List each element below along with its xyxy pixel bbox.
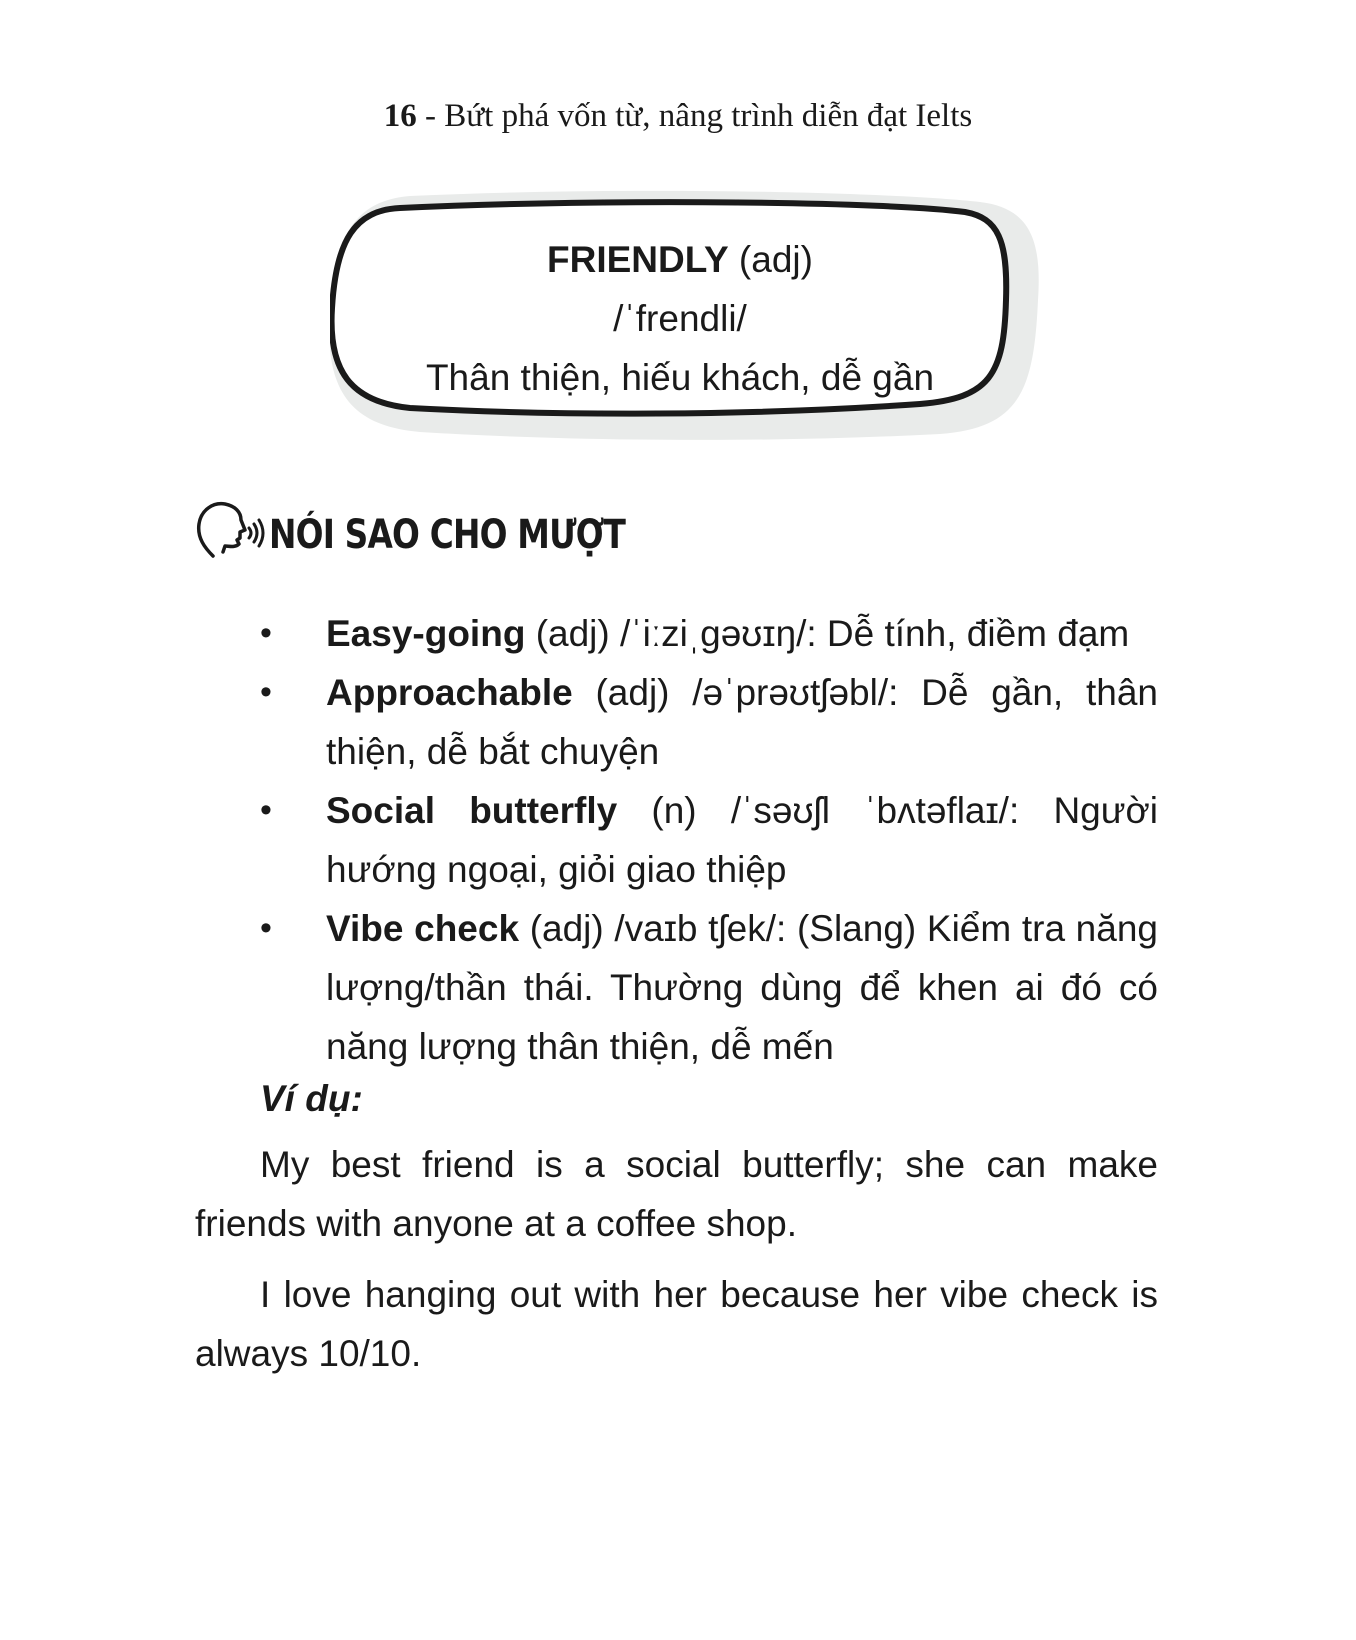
headword: FRIENDLY <box>547 239 729 280</box>
book-title: Bứt phá vốn từ, nâng trình diễn đạt Ielts <box>444 98 973 134</box>
headword-line <box>330 230 1030 289</box>
example-sentence: I love hanging out with her because her vibe check is always 10/10. <box>195 1274 1158 1374</box>
vocab-term: Social butterfly <box>326 790 618 831</box>
headword-pos: (adj) <box>728 239 813 280</box>
vocab-item <box>260 899 1158 1076</box>
vocab-term: Easy-going <box>326 613 526 654</box>
header-separator: - <box>416 98 445 134</box>
headword-meaning: Thân thiện, hiếu khách, dễ gần <box>425 357 935 398</box>
vocab-item <box>260 781 1158 899</box>
bullet: • <box>260 673 272 711</box>
vocab-definition: (n) /ˈsəʊʃl ˈbʌtəflaɪ/: Người hướng ngoại, giỏi giao thiệp <box>326 790 1158 890</box>
section-heading <box>195 500 703 570</box>
example-label: Ví dụ: <box>260 1078 363 1119</box>
vocab-term: Vibe check <box>326 908 520 949</box>
speaking-head-icon <box>195 500 267 570</box>
vocab-definition: (adj) /ˈiːziˌɡəʊɪŋ/: Dễ tính, điềm đạm <box>525 613 1130 654</box>
vocab-list <box>260 604 1158 1076</box>
section-title: NÓI SAO CHO MƯỢT <box>269 512 626 558</box>
running-header <box>0 98 1356 135</box>
vocab-item <box>260 604 1158 663</box>
bullet: • <box>260 614 272 652</box>
word-card <box>330 190 1050 450</box>
bullet: • <box>260 791 272 829</box>
headword-ipa: /ˈfrendli/ <box>613 298 747 339</box>
vocab-term: Approachable <box>326 672 573 713</box>
vocab-item <box>260 663 1158 781</box>
bullet: • <box>260 909 272 947</box>
page-number: 16 <box>383 98 417 134</box>
vocab-definition: (adj) /əˈprəʊtʃəbl/: Dễ gần, thân thiện, dễ bắt chuyện <box>326 672 1158 772</box>
example-sentence: My best friend is a social butterfly; she can make friends with anyone at a coffee shop. <box>195 1144 1158 1244</box>
vocab-definition: (adj) /vaɪb tʃek/: (Slang) Kiểm tra năng lượng/thần thái. Thường dùng để khen ai đó có năng lượng thân thiện, dễ mến <box>326 908 1158 1067</box>
